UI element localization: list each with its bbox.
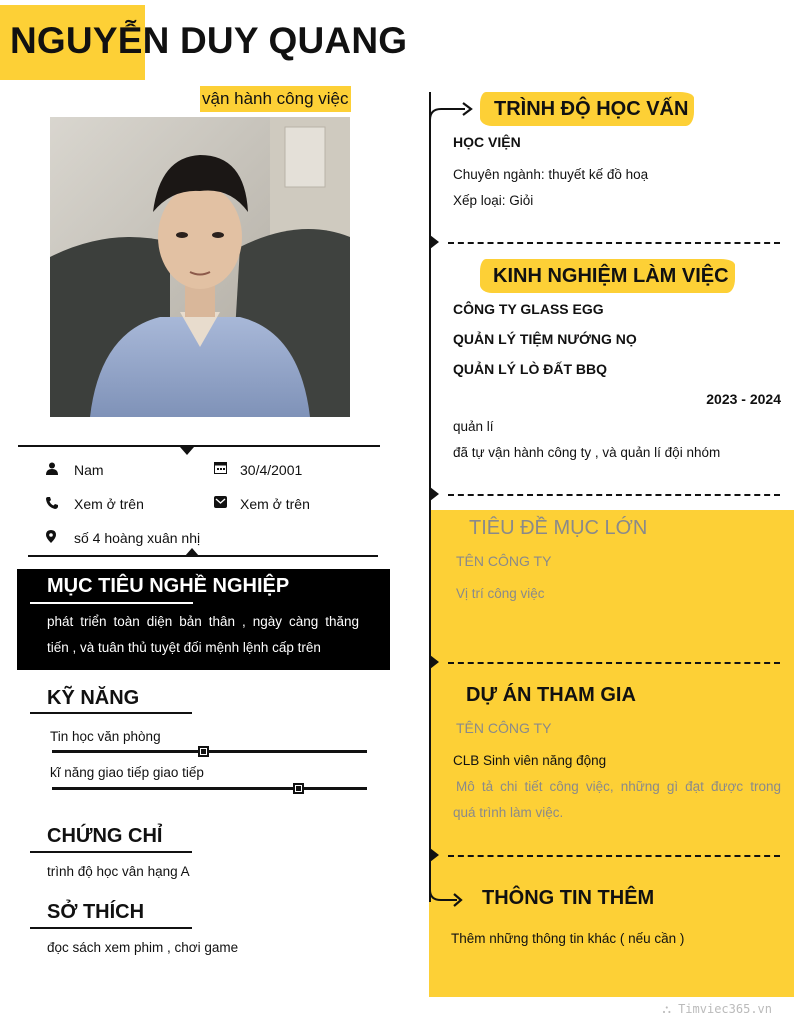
timeline-marker [430,235,439,249]
project-name: CLB Sinh viên năng động [453,753,607,768]
birthday-text: 30/4/2001 [240,462,303,478]
objective-line-1: phát triển toàn diện bản thân , ngày càng thăng [47,614,359,629]
custom-company: TÊN CÔNG TY [456,553,552,569]
job-position: vận hành công việc [200,86,351,112]
skill-level-handle [198,746,209,757]
skill-bar [52,787,367,790]
phone-icon [46,496,60,510]
company-name: QUẢN LÝ LÒ ĐẤT BBQ [453,361,607,377]
school-name: HỌC VIỆN [453,134,521,150]
education-title: TRÌNH ĐỘ HỌC VẤN [494,98,689,120]
certificates-underline [30,851,192,853]
timeline-marker [430,848,439,862]
watermark-text: Timviec365.vn [678,1002,772,1016]
company-name: QUẢN LÝ TIỆM NƯỚNG NỌ [453,331,637,347]
project-description-line-1: Mô tả chi tiết công việc, những gì đạt được trong [456,779,781,794]
objective-underline [30,602,193,604]
custom-section-title: TIÊU ĐỀ MỤC LỚN [469,517,648,539]
divider-arrow-down [180,447,194,455]
education-major: Chuyên ngành: thuyết kế đồ hoạ [453,167,649,182]
experience-description: đã tự vận hành công ty , và quản lí đội nhóm [453,445,721,460]
user-icon [46,462,60,476]
skill-level-handle [293,783,304,794]
phone-text: Xem ở trên [74,496,144,512]
section-divider [448,242,780,244]
hobbies-underline [30,927,192,929]
timeline-marker [430,655,439,669]
calendar-icon [214,461,228,475]
project-company: TÊN CÔNG TY [456,720,552,736]
email-text: Xem ở trên [240,496,310,512]
certificate-text: trình độ học vân hạng A [47,864,190,879]
arrow-right-icon [429,878,465,913]
address-text: số 4 hoàng xuân nhị [74,530,201,546]
objective-title: MỤC TIÊU NGHỀ NGHIỆP [47,575,290,597]
divider-arrow-up [185,548,199,556]
location-pin-icon [46,530,60,544]
certificates-title: CHỨNG CHỈ [47,825,163,847]
company-name: CÔNG TY GLASS EGG [453,301,604,317]
hobbies-text: đọc sách xem phim , chơi game [47,940,239,955]
experience-role: quản lí [453,419,494,434]
email-icon [214,495,228,509]
custom-position: Vị trí công việc [456,586,545,601]
skill-name: kĩ năng giao tiếp giao tiếp [50,765,204,780]
extra-info-title: THÔNG TIN THÊM [482,887,655,909]
candidate-name: NGUYỄN DUY QUANG [10,20,408,61]
profile-photo [50,117,350,417]
logo-icon: ⛬ [662,1002,679,1016]
info-bottom-divider [28,555,378,557]
info-top-divider [18,445,380,447]
timeline-marker [430,487,439,501]
hobbies-title: SỞ THÍCH [47,901,145,923]
extra-info-text: Thêm những thông tin khác ( nếu cần ) [451,931,685,946]
education-rank: Xếp loại: Giỏi [453,193,534,208]
objective-line-2: tiến , và tuân thủ tuyệt đối mệnh lệnh cấp trên [47,640,321,655]
arrow-right-icon [429,100,473,129]
experience-title: KINH NGHIỆM LÀM VIỆC [493,265,729,287]
skills-underline [30,712,192,714]
watermark-logo [662,1002,772,1017]
projects-title: DỰ ÁN THAM GIA [466,684,636,706]
section-divider [448,494,780,496]
skill-bar [52,750,367,753]
skills-title: KỸ NĂNG [47,687,140,709]
section-divider [448,855,780,857]
skill-name: Tin học văn phòng [50,729,161,744]
gender-text: Nam [74,462,104,478]
experience-period: 2023 - 2024 [706,391,781,407]
project-description-line-2: quá trình làm việc. [453,805,564,820]
section-divider [448,662,780,664]
